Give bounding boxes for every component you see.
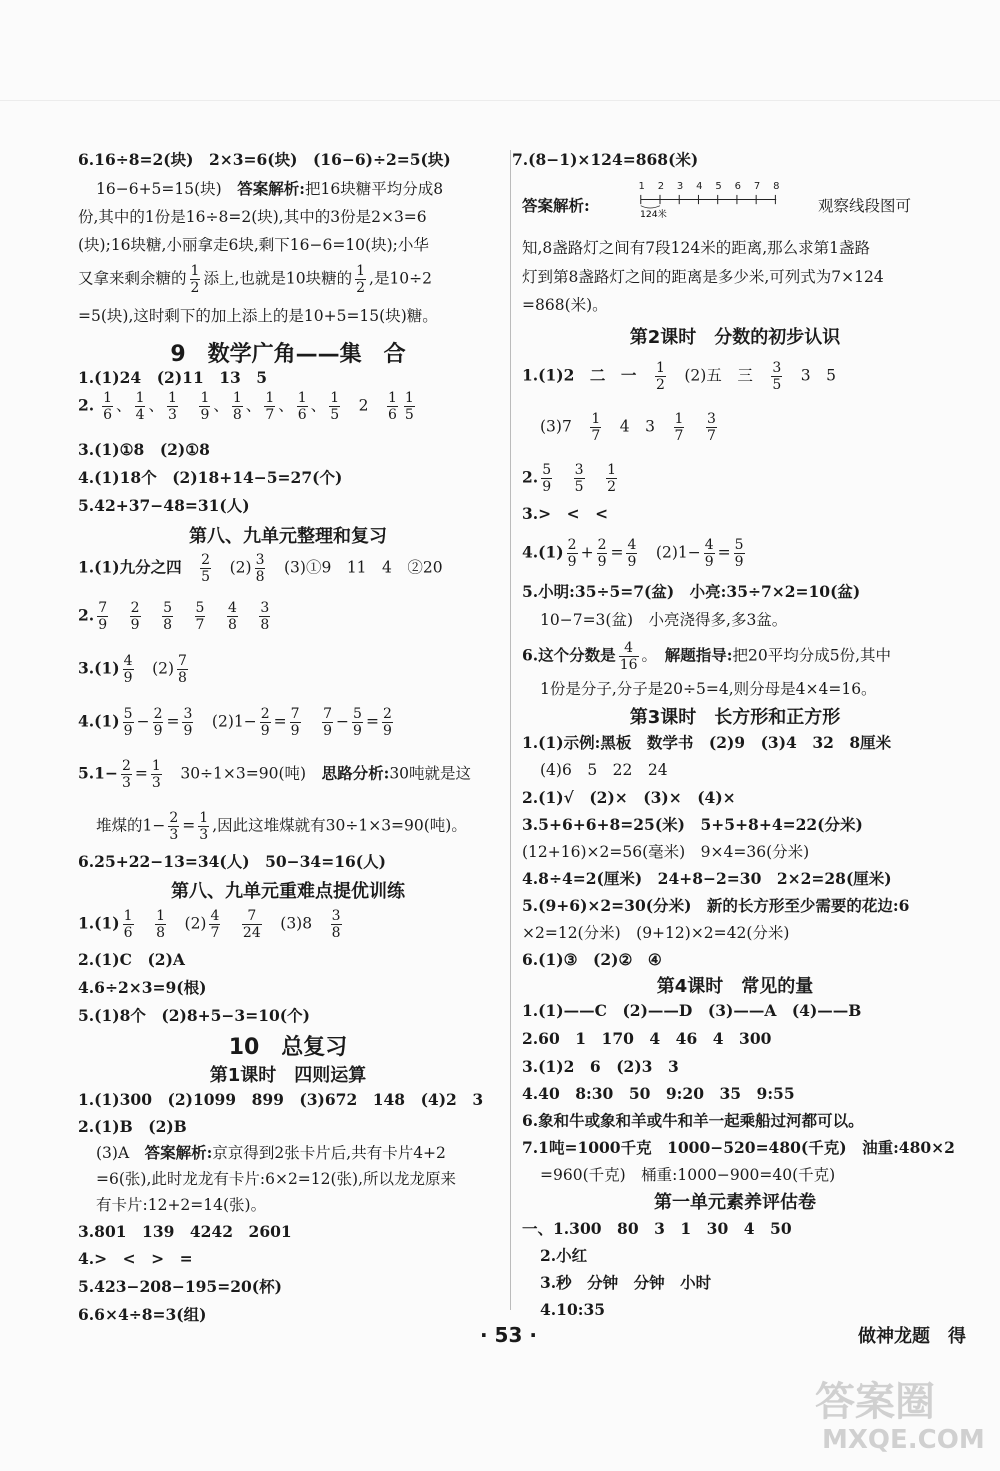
watermark-logo: 答案圈 [815,1379,935,1425]
top-rule [0,100,1000,101]
answer-line: 6.象和牛或象和羊或牛和羊一起乘船过河都可以。 [522,1111,864,1130]
seg-tick-label: 6 [734,180,741,192]
answer-line: 2.(1)B (2)B [78,1117,187,1136]
seg-tick-label: 7 [753,180,761,192]
answer-line: 6.25+22−13=34(人) 50−34=16(人) [78,852,386,871]
segment-diagram [620,178,800,218]
answer-line: 1.(1)示例:黑板 数学书 (2)9 (3)4 32 8厘米 [522,733,892,752]
answer-line: =960(千克) 桶重:1000−900=40(千克) [540,1166,836,1184]
answer-line: 份,其中的1份是16÷8=2(块),其中的3份是2×3=6 [78,208,427,226]
answer-line: 一、1.300 80 3 1 30 4 50 [522,1219,792,1238]
answer-line: (3)A 答案解析:京京得到2张卡片后,共有卡片4+2 [96,1143,446,1162]
page-number: · 53 · [480,1323,537,1347]
answer-line: 又拿来剩余糖的 $\frac{1}{2}$ 添上,也就是10块糖的 $\frac{1}{2}$ ,是10÷2 [78,263,433,296]
answer-line: 4.(1)18个 (2)18+14−5=27(个) [78,468,343,487]
answer-line: 灯到第8盏路灯之间的距离是多少米,可列式为7×124 [522,268,884,286]
answer-line: 4.10:35 [540,1300,606,1319]
answer-line: (12+16)×2=56(毫米) 9×4=36(分米) [522,843,810,861]
section-heading: 第2课时 分数的初步认识 [629,327,841,348]
answer-line: 有卡片:12+2=14(张)。 [96,1196,267,1214]
answer-line: 3.5+6+6+8=25(米) 5+5+8+4=22(分米) [522,815,863,834]
answer-line: 堆煤的1− $\frac{2}{3}$ = $\frac{1}{3}$ ,因此这堆煤就有30÷1×3=90(吨)。 [96,810,467,843]
column-divider [510,150,511,1310]
answer-line: 4.8÷4=2(厘米) 24+8−2=30 2×2=28(厘米) [522,869,892,888]
seg-tick-label: 3 [676,180,684,192]
answer-line: 1.(1)300 (2)1099 899 (3)672 148 (4)2 3 [78,1090,484,1109]
answer-line: =5(块),这时剩下的加上添上的是10+5=15(块)糖。 [78,307,438,325]
seg-tick-label: 2 [657,180,665,192]
answer-line: 6.16÷8=2(块) 2×3=6(块) (16−6)÷2=5(块) [78,150,451,169]
answer-line: 3.(1)2 6 (2)3 3 [522,1057,679,1076]
answer-line: 2.(1)C (2)A [78,950,185,969]
answer-line: 4.(1) $\frac{2}{9}$ + $\frac{2}{9}$ = $\frac{4}{9}$ (2)1− $\frac{4}{9}$ = $\frac{5}{9}$ [522,537,744,570]
answer-line: 6.6×4÷8=3(组) [78,1305,207,1324]
section-heading: 第3课时 长方形和正方形 [629,707,841,728]
watermark-url: MXQE.COM [822,1425,985,1455]
answer-line: 4.6÷2×3=9(根) [78,978,207,997]
section-heading: 第一单元素养评估卷 [654,1192,816,1213]
answer-line: 3.秒 分钟 分钟 小时 [540,1273,712,1292]
answer-line: 2. $\frac{7}{9}$ $\frac{2}{9}$ $\frac{5}{8}$ $\frac{5}{7}$ $\frac{4}{8}$ $\frac{3}{8}$ [78,600,270,633]
brand-text: 做神龙题 得 [858,1326,966,1347]
answer-line: 2.(1)√ (2)× (3)× (4)× [522,788,736,807]
seg-tick-label: 5 [715,180,722,192]
answer-line: (块);16块糖,小丽拿走6块,剩下16−6=10(块);小华 [78,236,429,254]
answer-line: 1.(1)2 二 一 $\frac{1}{2}$ (2)五 三 $\frac{3}{5}$ 3 5 [522,360,837,393]
answer-line: 答案解析: [522,196,590,215]
answer-line: =6(张),此时龙龙有卡片:6×2=12(张),所以龙龙原来 [96,1170,457,1188]
answer-line: 5.小明:35÷5=7(盆) 小亮:35÷7×2=10(盆) [522,582,861,601]
answer-line: 6.这个分数是 $\frac{4}{16}$ 。 解题指导:把20平均分成5份,其中 [522,640,892,673]
answer-line: 5.(1)8个 (2)8+5−3=10(个) [78,1006,310,1025]
answer-line: 4.(1) $\frac{5}{9}$ − $\frac{2}{9}$ = $\frac{3}{9}$ (2)1− $\frac{2}{9}$ = $\frac{7}{9}$ $\frac{7}{9}$ − $\frac{5}{9}$ = $\frac{2}{9}$ [78,706,392,739]
answer-line: 知,8盏路灯之间有7段124米的距离,那么求第1盏路 [522,239,871,257]
section-heading: 第4课时 常见的量 [656,976,814,997]
answer-line: 2.小红 [540,1246,588,1265]
answer-line: 3.(1) $\frac{4}{9}$ (2) $\frac{7}{8}$ [78,653,187,686]
answer-line: 7.(8−1)×124=868(米) [512,150,699,169]
answer-line: 3.801 139 4242 2601 [78,1222,292,1241]
section-heading: 10 总复习 [228,1035,348,1060]
answer-line: 1份是分子,分子是20÷5=4,则分母是4×4=16。 [540,680,877,698]
answer-line: 1.(1) $\frac{1}{6}$ $\frac{1}{8}$ (2) $\frac{4}{7}$ $\frac{7}{24}$ (3)8 $\frac{3}{8}$ [78,908,341,941]
answer-line: 5.423−208−195=20(杯) [78,1277,282,1296]
answer-line: 4.> < > = [78,1249,193,1268]
answer-line: (4)6 5 22 24 [540,761,668,779]
section-heading: 第八、九单元整理和复习 [189,526,387,547]
seg-tick-label: 8 [773,180,780,192]
section-heading: 第八、九单元重难点提优训练 [171,881,405,902]
answer-line: 3.(1)①8 (2)①8 [78,440,210,459]
answer-line: 6.(1)③ (2)② ④ [522,950,662,969]
answer-line: 5.42+37−48=31(人) [78,496,250,515]
answer-line: 10−7=3(盆) 小亮浇得多,多3盆。 [540,611,788,629]
answer-line: 1.(1)24 (2)11 13 5 [78,368,268,387]
answer-line: 2.60 1 170 4 46 4 300 [522,1029,772,1048]
answer-line: =868(米)。 [522,296,608,314]
seg-tick-label: 4 [696,180,703,192]
seg-length-label: 124米 [640,209,667,218]
answer-line: 1.(1)——C (2)——D (3)——A (4)——B [522,1001,862,1020]
answer-line: ×2=12(分米) (9+12)×2=42(分米) [522,924,790,942]
seg-tick-label: 1 [638,180,645,192]
answer-line: 3.> < < [522,504,609,523]
answer-line: (3)7 $\frac{1}{7}$ 4 3 $\frac{1}{7}$ $\frac{3}{7}$ [540,411,716,444]
section-heading: 9 数学广角——集 合 [170,342,406,367]
answer-line: 2. $\frac{5}{9}$ $\frac{3}{5}$ $\frac{1}{2}$ [522,462,616,495]
section-heading: 第1课时 四则运算 [209,1065,367,1086]
answer-line: 5.(9+6)×2=30(分米) 新的长方形至少需要的花边:6 [522,896,910,915]
answer-line: 1.(1)九分之四 $\frac{2}{5}$ (2) $\frac{3}{8}$ (3)①9 11 4 ②20 [78,552,443,585]
answer-line: 7.1吨=1000千克 1000−520=480(千克) 油重:480×2 [522,1138,955,1157]
answer-line: 16−6+5=15(块) 答案解析:把16块糖平均分成8 [96,179,444,198]
answer-line: 5.1− $\frac{2}{3}$ = $\frac{1}{3}$ 30÷1×3=90(吨) 思路分析:30吨就是这 [78,758,472,791]
answer-line: 4.40 8:30 50 9:20 35 9:55 [522,1084,795,1103]
answer-line: 观察线段图可 [818,197,912,215]
answer-line: 2. $\frac{1}{6}$ 、 $\frac{1}{4}$ 、 $\frac{1}{3}$ $\frac{1}{9}$ 、 $\frac{1}{8}$ 、 $\frac{1}{7}$ 、 $\frac{1}{6}$ 、 $\frac{1}{5}$ 2 $\frac{1}{6}$ $\frac{1}{5}$ [78,390,414,423]
